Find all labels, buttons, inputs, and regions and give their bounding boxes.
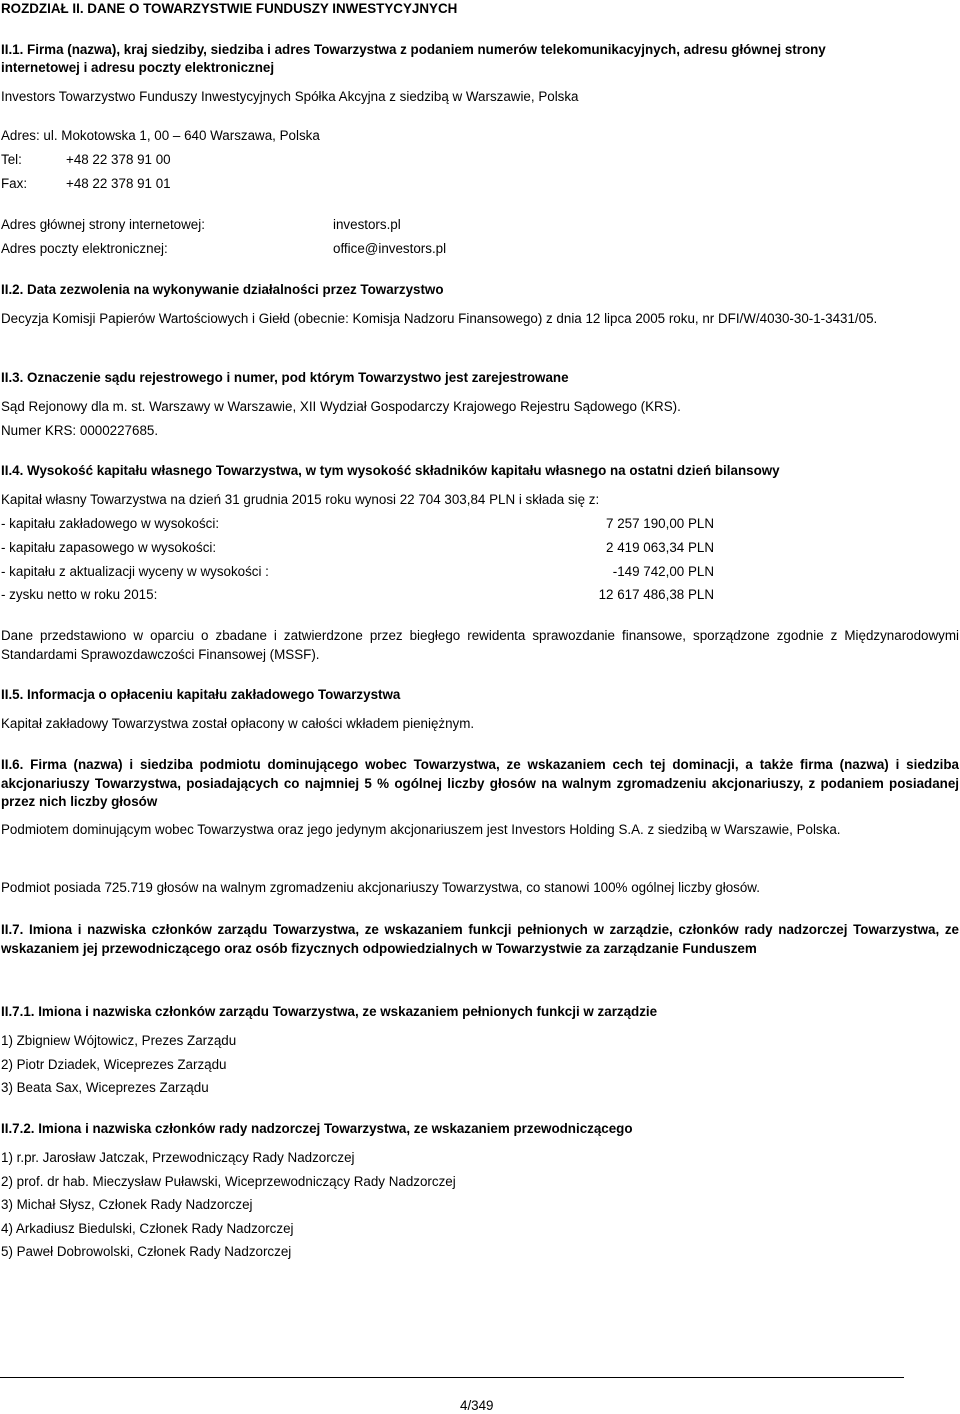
s3-heading: II.3. Oznaczenie sądu rejestrowego i numer, pod którym Towarzystwo jest zarejestrowane	[1, 370, 569, 385]
s6-text1: Podmiotem dominującym wobec Towarzystwa oraz jego jedynym akcjonariuszem jest Investors Holding S.A. z siedzibą w Warszawie, Polska.	[1, 822, 841, 837]
s1-heading-line1: II.1. Firma (nazwa), kraj siedziby, siedziba i adres Towarzystwa z podaniem numerów telekomunikacyjnych, adresu głównej strony	[1, 42, 826, 57]
s72-heading: II.7.2. Imiona i nazwiska członków rady nadzorczej Towarzystwa, ze wskazaniem przewodniczącego	[1, 1121, 633, 1136]
s7-heading: II.7. Imiona i nazwiska członków zarządu Towarzystwa, ze wskazaniem funkcji pełnionych w zarządzie, członków rady nadzorczej Towarzystwa, ze wskazaniem jej przewodniczącego oraz osób fizycznych odpowiedzialnych w Towarzystwie za zarządzanie Funduszem	[1, 922, 959, 956]
capital-item-amount: -149 742,00 PLN	[612, 564, 714, 579]
s3-court: Sąd Rejonowy dla m. st. Warszawy w Warszawie, XII Wydział Gospodarczy Krajowego Rejestru Sądowego (KRS).	[1, 399, 681, 414]
company-address: Adres: ul. Mokotowska 1, 00 – 640 Warszawa, Polska	[1, 128, 320, 143]
s4-heading: II.4. Wysokość kapitału własnego Towarzystwa, w tym wysokość składników kapitału własnego na ostatni dzień bilansowy	[1, 463, 780, 478]
council-member: 1) r.pr. Jarosław Jatczak, Przewodniczący Rady Nadzorczej	[1, 1150, 355, 1165]
tel-label: Tel:	[1, 152, 22, 167]
capital-item-amount: 2 419 063,34 PLN	[606, 540, 714, 555]
capital-item-label: - kapitału zapasowego w wysokości:	[1, 540, 217, 555]
www-label: Adres głównej strony internetowej:	[1, 217, 205, 232]
council-member: 2) prof. dr hab. Mieczysław Puławski, Wiceprzewodniczący Rady Nadzorczej	[1, 1174, 456, 1189]
council-member: 4) Arkadiusz Biedulski, Członek Rady Nadzorczej	[1, 1221, 294, 1236]
council-member: 3) Michał Słysz, Członek Rady Nadzorczej	[1, 1197, 253, 1212]
board-member: 3) Beata Sax, Wiceprezes Zarządu	[1, 1080, 209, 1095]
s3-krs: Numer KRS: 0000227685.	[1, 423, 159, 438]
capital-item-label: - kapitału zakładowego w wysokości:	[1, 516, 220, 531]
s6-text2: Podmiot posiada 725.719 głosów na walnym zgromadzeniu akcjonariuszy Towarzystwa, co stanowi 100% ogólnej liczby głosów.	[1, 880, 760, 895]
board-member: 2) Piotr Dziadek, Wiceprezes Zarządu	[1, 1057, 227, 1072]
s1-heading-line2: internetowej i adresu poczty elektronicznej	[1, 60, 275, 75]
s71-heading: II.7.1. Imiona i nazwiska członków zarządu Towarzystwa, ze wskazaniem pełnionych funkcji w zarządzie	[1, 1004, 658, 1019]
tel-value: +48 22 378 91 00	[66, 152, 171, 167]
page-number: 4/349	[460, 1398, 494, 1413]
capital-item-amount: 12 617 486,38 PLN	[598, 587, 714, 602]
board-member: 1) Zbigniew Wójtowicz, Prezes Zarządu	[1, 1033, 237, 1048]
capital-item-label: - kapitału z aktualizacji wyceny w wysokości :	[1, 564, 269, 579]
capital-item-label: - zysku netto w roku 2015:	[1, 587, 158, 602]
footer-divider	[0, 1377, 904, 1378]
www-value[interactable]: investors.pl	[333, 217, 401, 232]
capital-item-amount: 7 257 190,00 PLN	[606, 516, 714, 531]
s2-heading: II.2. Data zezwolenia na wykonywanie działalności przez Towarzystwo	[1, 282, 444, 297]
s6-heading: II.6. Firma (nazwa) i siedziba podmiotu dominującego wobec Towarzystwa, ze wskazaniem cech tej dominacji, a także firma (nazwa) i siedziba akcjonariuszy Towarzystwa, posiadających co najmniej 5 % ogólnej liczby głosów na walnym zgromadzeniu akcjonariuszy, z podaniem posiadanej przez nich liczby głosów	[1, 757, 959, 809]
s4-intro: Kapitał własny Towarzystwa na dzień 31 grudnia 2015 roku wynosi 22 704 303,84 PLN i składa się z:	[1, 492, 600, 507]
company-name: Investors Towarzystwo Funduszy Inwestycyjnych Spółka Akcyjna z siedzibą w Warszawie, Polska	[1, 89, 579, 104]
chapter-title: ROZDZIAŁ II. DANE O TOWARZYSTWIE FUNDUSZY INWESTYCYJNYCH	[1, 1, 458, 16]
s2-text: Decyzja Komisji Papierów Wartościowych i Giełd (obecnie: Komisja Nadzoru Finansowego) z dnia 12 lipca 2005 roku, nr DFI/W/4030-30-1-3431/05.	[1, 311, 878, 326]
email-label: Adres poczty elektronicznej:	[1, 241, 168, 256]
s5-text: Kapitał zakładowy Towarzystwa został opłacony w całości wkładem pieniężnym.	[1, 716, 475, 731]
s5-heading: II.5. Informacja o opłaceniu kapitału zakładowego Towarzystwa	[1, 687, 401, 702]
fax-value: +48 22 378 91 01	[66, 176, 171, 191]
fax-label: Fax:	[1, 176, 28, 191]
email-value[interactable]: office@investors.pl	[333, 241, 447, 256]
s4-note: Dane przedstawiono w oparciu o zbadane i zatwierdzone przez biegłego rewidenta sprawozdanie finansowe, sporządzone zgodnie z Międzynarodowymi Standardami Sprawozdawczości Finansowej (MSSF).	[1, 628, 959, 662]
council-member: 5) Paweł Dobrowolski, Członek Rady Nadzorczej	[1, 1244, 292, 1259]
